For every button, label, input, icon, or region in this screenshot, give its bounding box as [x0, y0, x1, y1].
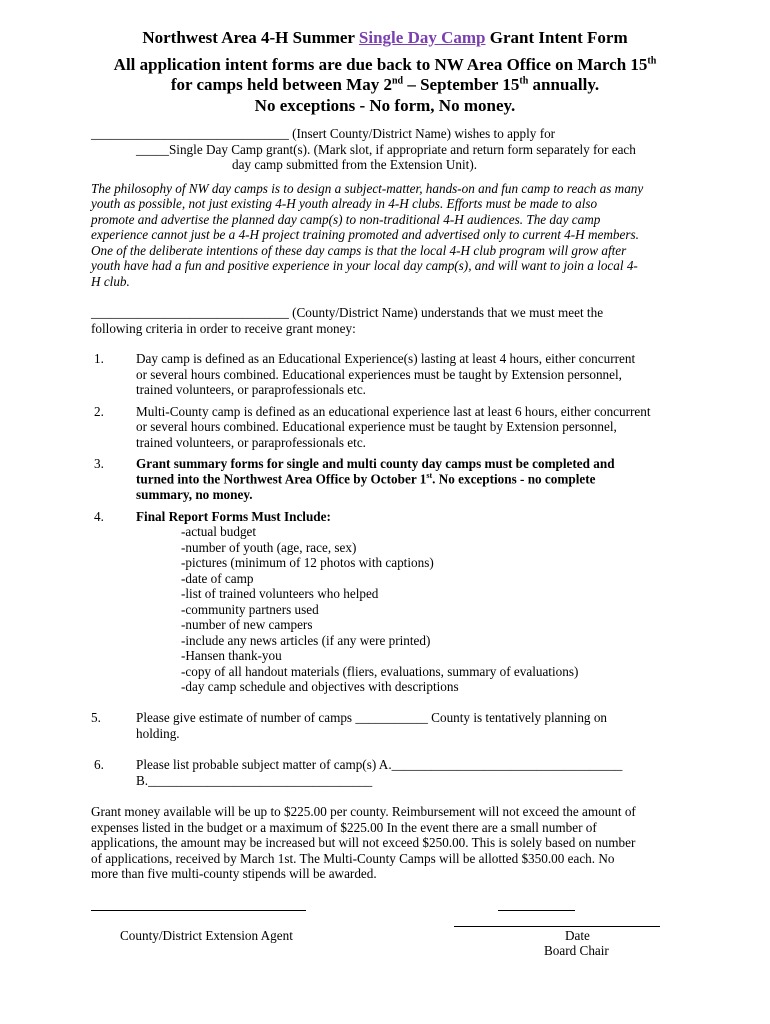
- camp-estimate-field[interactable]: Please give estimate of number of camps ___________ County is tentatively planning on: [136, 710, 608, 725]
- deadline-line-1: All application intent forms are due back to NW Area Office on March 15th: [113, 55, 657, 74]
- item-3-line: turned into the Northwest Area Office by October 1st. No exceptions - no complete: [136, 471, 596, 487]
- item-3-line: summary, no money.: [136, 487, 253, 502]
- title-suffix: Grant Intent Form: [485, 28, 628, 47]
- subject-matter-field-a[interactable]: Please list probable subject matter of camp(s) A.___________________________________: [136, 757, 623, 772]
- philosophy-line: One of the deliberate intentions of these day camps is that the local 4-H club program will grow after: [91, 243, 627, 258]
- philosophy-line: youth as possible, not just existing 4-H youth already in 4-H clubs. Efforts must be made to also: [91, 196, 598, 211]
- report-list-item: -Hansen thank-you: [181, 648, 282, 663]
- board-chair-signature-line[interactable]: [454, 926, 660, 927]
- criteria-intro-line-2: following criteria in order to receive grant money:: [91, 321, 356, 336]
- item-2-line: or several hours combined. Educational experience must be taught by Extension personnel,: [136, 419, 617, 434]
- report-list-item: -copy of all handout materials (fliers, evaluations, summary of evaluations): [181, 664, 579, 679]
- intro-line-2: _____Single Day Camp grant(s). (Mark slot, if appropriate and return form separately for each: [136, 142, 636, 157]
- report-list-item: -number of new campers: [181, 617, 313, 632]
- item-number: 6.: [94, 757, 104, 772]
- report-list-item: -day camp schedule and objectives with descriptions: [181, 679, 459, 694]
- date-label: Date: [565, 928, 590, 943]
- report-list-item: -number of youth (age, race, sex): [181, 540, 357, 555]
- item-number: 1.: [94, 351, 104, 366]
- board-chair-label: Board Chair: [544, 943, 609, 958]
- philosophy-line: The philosophy of NW day camps is to design a subject-matter, hands-on and fun camp to reach as many: [91, 181, 644, 196]
- title-prefix: Northwest Area 4-H Summer: [142, 28, 359, 47]
- item-3-line: Grant summary forms for single and multi county day camps must be completed and: [136, 456, 615, 471]
- item-1-line: Day camp is defined as an Educational Experience(s) lasting at least 4 hours, either concurrent: [136, 351, 636, 366]
- form-title: [0, 28, 770, 48]
- item-5-line: holding.: [136, 726, 180, 741]
- grant-money-line: applications, the amount may be increased but will not exceed $250.00. This is solely based on number: [91, 835, 636, 850]
- item-2-line: Multi-County camp is defined as an educational experience last at least 6 hours, either concurrent: [136, 404, 651, 419]
- intro-line-1: ______________________________ (Insert County/District Name) wishes to apply for: [91, 126, 556, 141]
- item-number: 4.: [94, 509, 104, 524]
- subject-matter-field-b[interactable]: B.__________________________________: [136, 773, 373, 788]
- single-day-camp-link[interactable]: Single Day Camp: [358, 28, 486, 47]
- grant-money-line: Grant money available will be up to $225.00 per county. Reimbursement will not exceed the amount of: [91, 804, 636, 819]
- report-list-item: -pictures (minimum of 12 photos with captions): [181, 555, 434, 570]
- item-number: 3.: [94, 456, 104, 471]
- agent-label: County/District Extension Agent: [120, 928, 293, 943]
- grant-money-line: of applications, received by March 1st. The Multi-County Camps will be allotted $350.00 each. No: [91, 851, 615, 866]
- grant-money-line: more than five multi-county stipends will be awarded.: [91, 866, 377, 881]
- item-1-line: trained volunteers, or paraprofessionals etc.: [136, 382, 366, 397]
- item-4-heading: Final Report Forms Must Include:: [136, 509, 331, 524]
- grant-money-line: expenses listed in the budget or a maximum of $225.00 In the event there are a small number of: [91, 820, 597, 835]
- intro-line-3: day camp submitted from the Extension Unit).: [232, 157, 478, 172]
- date-line[interactable]: [498, 910, 575, 911]
- philosophy-line: promote and advertise the planned day camp(s) to non-traditional 4-H audiences. The day camp: [91, 212, 601, 227]
- item-1-line: or several hours combined. Educational experiences must be taught by Extension personnel,: [136, 367, 622, 382]
- deadline-line-3: No exceptions - No form, No money.: [254, 96, 516, 115]
- agent-signature-line[interactable]: [91, 910, 306, 911]
- report-list-item: -include any news articles (if any were printed): [181, 633, 431, 648]
- item-number: 5.: [91, 710, 101, 725]
- criteria-intro-line-1: ______________________________ (County/District Name) understands that we must meet the: [91, 305, 604, 320]
- report-list-item: -list of trained volunteers who helped: [181, 586, 379, 601]
- report-list-item: -date of camp: [181, 571, 254, 586]
- philosophy-line: youth have had a fun and positive experience in your local day camp(s), and will want to join a local 4-: [91, 258, 638, 273]
- deadline-line-2: for camps held between May 2nd – September 15th annually.: [170, 75, 600, 94]
- report-list-item: -actual budget: [181, 524, 257, 539]
- item-number: 2.: [94, 404, 104, 419]
- report-list-item: -community partners used: [181, 602, 319, 617]
- item-2-line: trained volunteers, or paraprofessionals etc.: [136, 435, 366, 450]
- philosophy-line: H club.: [91, 274, 130, 289]
- philosophy-line: experience cannot just be a 4-H project training promoted and advertised only to current 4-H members.: [91, 227, 639, 242]
